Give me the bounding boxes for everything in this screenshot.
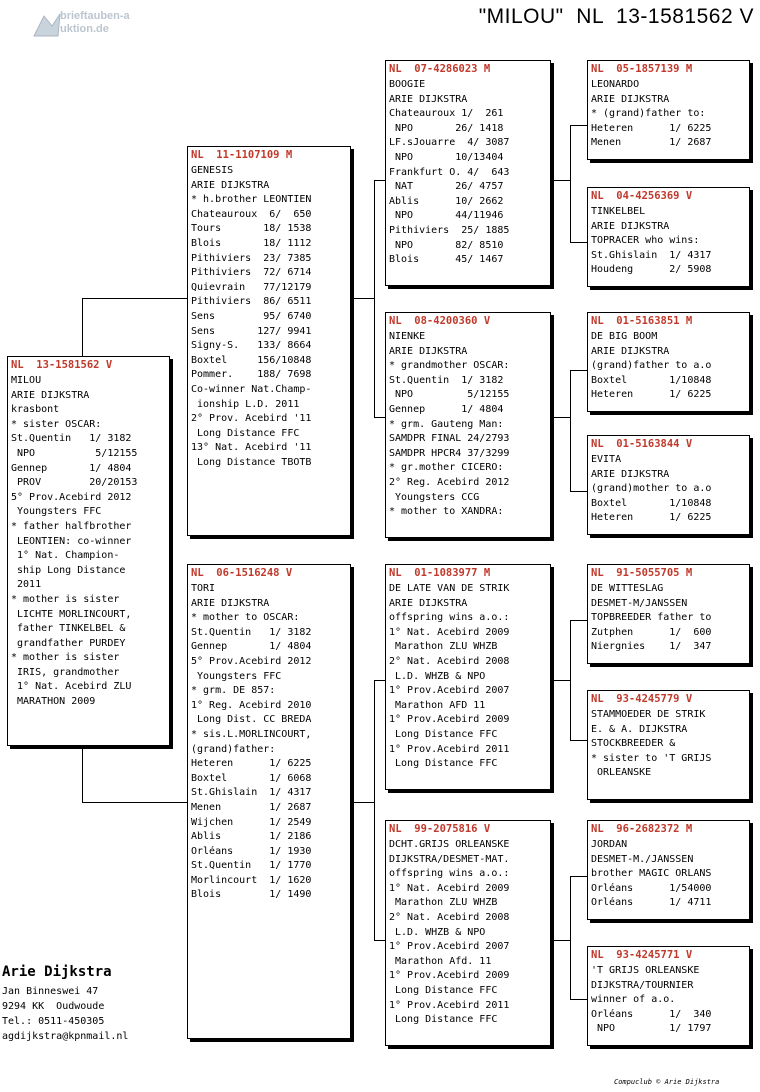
connector — [570, 370, 571, 492]
pigeon-detail-line: DESMET-M/JANSSEN — [591, 597, 688, 609]
pigeon-detail-line: krasbont — [11, 404, 60, 416]
pigeon-detail-line: Orléans 1/ 4711 — [591, 897, 712, 909]
pigeon-detail-line: * sister OSCAR: — [11, 418, 102, 430]
pigeon-detail-line: * grm. DE 857: — [191, 685, 276, 697]
pigeon-detail-line: Pithiviers 86/ 6511 — [191, 296, 312, 308]
pigeon-detail-line: ARIE DIJKSTRA — [11, 389, 90, 401]
pigeon-detail-line: * mother is sister — [11, 593, 120, 605]
pigeon-card-mff — [587, 564, 750, 664]
pigeon-name: DE LATE VAN DE STRIK — [389, 583, 510, 594]
ring-number: NL 01-5163851 M — [591, 315, 693, 327]
pigeon-detail-line: 2° Prov. Acebird '11 — [191, 413, 312, 425]
pigeon-detail-line: 1° Prov.Acebird 2009 — [389, 714, 510, 726]
pigeon-detail-line: father TINKELBEL & — [11, 623, 126, 635]
pigeon-detail-line: St.Quentin 1/ 3182 — [389, 374, 504, 386]
pigeon-detail-line: * (grand)father to: — [591, 108, 706, 120]
pigeon-detail-line: Marathon Afd. 11 — [389, 955, 492, 967]
pigeon-detail-line: * gr.mother CICERO: — [389, 462, 504, 474]
pigeon-detail-line: Orléans 1/ 340 — [591, 1008, 712, 1020]
pigeon-detail-line: ARIE DIJKSTRA — [591, 345, 670, 357]
pigeon-detail-line: DESMET-M./JANSSEN — [591, 853, 694, 865]
breeder-info — [2, 963, 128, 1044]
pigeon-detail-line: Niergnies 1/ 347 — [591, 641, 712, 653]
pigeon-detail-line: Boxtel 1/ 6068 — [191, 772, 312, 784]
pigeon-detail-line: * sister to 'T GRIJS — [591, 752, 712, 764]
pigeon-detail-line: Boxtel 156/10848 — [191, 354, 312, 366]
pigeon-detail-line: ARIE DIJKSTRA — [389, 345, 468, 357]
pigeon-name: BOOGIE — [389, 79, 426, 90]
pigeon-card-ffm — [587, 187, 750, 287]
pigeon-name: DE WITTESLAG — [591, 583, 664, 594]
pigeon-detail-line: NPO 26/ 1418 — [389, 122, 504, 134]
pigeon-detail-line: St.Ghislain 1/ 4317 — [591, 249, 712, 261]
pigeon-detail-line: * grm. Gauteng Man: — [389, 418, 504, 430]
pigeon-detail-line: Orléans 1/54000 — [591, 882, 712, 894]
pigeon-name: MILOU — [11, 375, 42, 386]
pigeon-card-fff — [587, 60, 750, 160]
connector — [570, 491, 588, 492]
pigeon-detail-line: ship Long Distance — [11, 564, 126, 576]
pigeon-detail-line: 5° Prov.Acebird 2012 — [191, 655, 312, 667]
pigeon-detail-line: Ablis 1/ 2186 — [191, 831, 312, 843]
pigeon-detail-line: grandfather PURDEY — [11, 637, 126, 649]
pigeon-detail-line: 1° Prov.Acebird 2007 — [389, 685, 510, 697]
pigeon-detail-line: MARATHON 2009 — [11, 696, 96, 708]
pigeon-detail-line: * father halfbrother — [11, 520, 132, 532]
pigeon-detail-line: Gennep 1/ 4804 — [11, 462, 132, 474]
pigeon-name: EVITA — [591, 454, 622, 465]
pigeon-detail-line: Marathon AFD 11 — [389, 699, 486, 711]
page-title: "MILOU" NL 13-1581562 V — [478, 5, 754, 28]
pigeon-card-fmf — [587, 312, 750, 412]
connector — [374, 680, 375, 941]
pigeon-detail-line: * mother is sister — [11, 652, 120, 664]
pigeon-detail-line: NPO 82/ 8510 — [389, 239, 504, 251]
connector — [82, 298, 187, 299]
pigeon-card-fm — [385, 312, 551, 538]
ring-number: NL 06-1516248 V — [191, 567, 293, 579]
pigeon-detail-line: * mother to OSCAR: — [191, 612, 300, 624]
pigeon-detail-line: * h.brother LEONTIEN — [191, 194, 312, 206]
ring-number: NL 01-1083977 M — [389, 567, 491, 579]
pigeon-detail-line: St.Quentin 1/ 1770 — [191, 860, 312, 872]
pigeon-detail-line: NPO 5/12155 — [11, 447, 138, 459]
connector — [551, 940, 571, 941]
pigeon-detail-line: Boxtel 1/10848 — [591, 497, 712, 509]
pigeon-detail-line: NPO 1/ 1797 — [591, 1023, 712, 1035]
pigeon-card-ff — [385, 60, 551, 286]
pigeon-detail-line: Frankfurt O. 4/ 643 — [389, 166, 510, 178]
pigeon-card-mm — [385, 820, 551, 1046]
pigeon-detail-line: ARIE DIJKSTRA — [389, 93, 468, 105]
pigeon-detail-line: 2011 — [11, 579, 42, 591]
pigeon-detail-line: NPO 10/13404 — [389, 151, 504, 163]
pigeon-detail-line: St.Quentin 1/ 3182 — [191, 626, 312, 638]
pigeon-detail-line: Youngsters FFC — [11, 506, 102, 518]
ring-number: NL 93-4245779 V — [591, 693, 693, 705]
pigeon-detail-line: ionship L.D. 2011 — [191, 398, 300, 410]
connector — [351, 802, 375, 803]
pigeon-detail-line: DIJKSTRA/DESMET-MAT. — [389, 853, 510, 865]
pigeon-detail-line: Blois 45/ 1467 — [389, 254, 504, 266]
pigeon-detail-line: Quievrain 77/12179 — [191, 281, 312, 293]
pigeon-detail-line: Pommer. 188/ 7698 — [191, 369, 312, 381]
pigeon-detail-line: Blois 18/ 1112 — [191, 237, 312, 249]
pigeon-detail-line: * grandmother OSCAR: — [389, 360, 510, 372]
pigeon-detail-line: Pithiviers 25/ 1885 — [389, 224, 510, 236]
pigeon-detail-line: LICHTE MORLINCOURT, — [11, 608, 132, 620]
pigeon-detail-line: ARIE DIJKSTRA — [191, 179, 270, 191]
pigeon-detail-line: Chateauroux 1/ 261 — [389, 108, 504, 120]
pigeon-detail-line: Heteren 1/ 6225 — [591, 512, 712, 524]
pigeon-detail-line: Boxtel 1/10848 — [591, 374, 712, 386]
connector — [570, 620, 588, 621]
pigeon-detail-line: Chateauroux 6/ 650 — [191, 208, 312, 220]
pigeon-detail-line: NPO 5/12155 — [389, 389, 510, 401]
pigeon-detail-line: Gennep 1/ 4804 — [389, 403, 504, 415]
ring-number: NL 08-4200360 V — [389, 315, 491, 327]
pigeon-detail-line: Long Distance FFC — [389, 984, 498, 996]
pigeon-detail-line: Gennep 1/ 4804 — [191, 641, 312, 653]
connector — [551, 680, 571, 681]
pigeon-detail-line: SAMDPR HPCR4 37/3299 — [389, 447, 510, 459]
connector — [570, 620, 571, 741]
pigeon-name: LEONARDO — [591, 79, 640, 90]
pigeon-name: DE BIG BOOM — [591, 331, 658, 342]
pigeon-detail-line: SAMDPR FINAL 24/2793 — [389, 433, 510, 445]
pigeon-detail-line: STAMMOEDER DE STRIK — [591, 709, 706, 720]
pigeon-detail-line: Long Dist. CC BREDA — [191, 714, 312, 726]
ring-number: NL 99-2075816 V — [389, 823, 491, 835]
pigeon-detail-line: L.D. WHZB & NPO — [389, 670, 486, 682]
pigeon-card-mmf — [587, 820, 750, 920]
pigeon-name: DCHT.GRIJS ORLEANSKE — [389, 839, 510, 850]
pigeon-detail-line: Sens 127/ 9941 — [191, 325, 312, 337]
connector — [374, 180, 375, 418]
ring-number: NL 04-4256369 V — [591, 190, 693, 202]
pigeon-detail-line: NPO 44/11946 — [389, 210, 504, 222]
pigeon-detail-line: Long Distance FFC — [389, 758, 498, 770]
pigeon-detail-line: offspring wins a.o.: — [389, 612, 510, 624]
ring-number: NL 91-5055705 M — [591, 567, 693, 579]
pigeon-card-mfm — [587, 690, 750, 800]
pigeon-name: JORDAN — [591, 839, 628, 850]
pigeon-detail-line: 5° Prov.Acebird 2012 — [11, 491, 132, 503]
connector — [551, 417, 571, 418]
pigeon-detail-line: Long Distance FFC — [389, 728, 498, 740]
ring-number: NL 01-5163844 V — [591, 438, 693, 450]
pigeon-detail-line: 1° Prov.Acebird 2007 — [389, 941, 510, 953]
breeder-address-line1: Jan Binneswei 47 — [2, 986, 99, 997]
pigeon-detail-line: TOPRACER who wins: — [591, 235, 700, 247]
pigeon-detail-line: TOPBREEDER father to — [591, 612, 712, 624]
pigeon-detail-line: 1° Nat. Acebird ZLU — [11, 681, 132, 693]
pigeon-detail-line: Zutphen 1/ 600 — [591, 626, 712, 638]
pigeon-detail-line: Heteren 1/ 6225 — [191, 758, 312, 770]
pigeon-detail-line: St.Quentin 1/ 3182 — [11, 433, 132, 445]
breeder-address-line2: 9294 KK Oudwoude — [2, 1001, 105, 1012]
pigeon-detail-line: ARIE DIJKSTRA — [591, 93, 670, 105]
breeder-email: agdijkstra@kpnmail.nl — [2, 1031, 129, 1042]
logo-text: brieftauben-auktion.de — [60, 10, 130, 35]
connector — [570, 999, 588, 1000]
connector — [82, 802, 187, 803]
pigeon-detail-line: brother MAGIC ORLANS — [591, 868, 712, 880]
pigeon-detail-line: 1° Nat. Champion- — [11, 550, 120, 562]
pigeon-detail-line: (grand)mother to a.o — [591, 483, 712, 495]
connector — [551, 180, 571, 181]
pigeon-detail-line: LF.sJouarre 4/ 3087 — [389, 137, 510, 149]
pigeon-name: 'T GRIJS ORLEANSKE — [591, 965, 700, 976]
pigeon-detail-line: ARIE DIJKSTRA — [191, 597, 270, 609]
pigeon-name: GENESIS — [191, 165, 234, 176]
pigeon-card-mf — [385, 564, 551, 790]
pigeon-detail-line: Signy-S. 133/ 8664 — [191, 340, 312, 352]
pigeon-detail-line: ARIE DIJKSTRA — [389, 597, 468, 609]
pigeon-detail-line: Heteren 1/ 6225 — [591, 122, 712, 134]
pigeon-detail-line: (grand)father to a.o — [591, 360, 712, 372]
connector — [570, 242, 588, 243]
pigeon-detail-line: Morlincourt 1/ 1620 — [191, 874, 312, 886]
pigeon-detail-line: Tours 18/ 1538 — [191, 223, 312, 235]
pigeon-card-mother — [187, 564, 351, 1039]
pigeon-detail-line: ORLEANSKE — [591, 767, 652, 779]
ring-number: NL 93-4245771 V — [591, 949, 693, 961]
pigeon-detail-line: Long Distance FFC — [191, 427, 300, 439]
connector — [570, 125, 571, 243]
pigeon-detail-line: * sis.L.MORLINCOURT, — [191, 728, 312, 740]
pigeon-detail-line: 2° Nat. Acebird 2008 — [389, 911, 510, 923]
pigeon-detail-line: 2° Reg. Acebird 2012 — [389, 476, 510, 488]
connector — [570, 876, 588, 877]
pigeon-detail-line: Marathon ZLU WHZB — [389, 897, 498, 909]
ring-number: NL 13-1581562 V — [11, 359, 113, 371]
pigeon-detail-line: * mother to XANDRA: — [389, 506, 504, 518]
pigeon-name: TORI — [191, 583, 216, 594]
pigeon-detail-line: Heteren 1/ 6225 — [591, 389, 712, 401]
pigeon-card-mmm — [587, 946, 750, 1046]
pigeon-detail-line: 1° Prov.Acebird 2009 — [389, 970, 510, 982]
pigeon-detail-line: 1° Nat. Acebird 2009 — [389, 882, 510, 894]
pigeon-detail-line: 1° Prov.Acebird 2011 — [389, 743, 510, 755]
ring-number: NL 05-1857139 M — [591, 63, 693, 75]
connector — [351, 298, 375, 299]
pigeon-card-father — [187, 146, 351, 536]
pigeon-detail-line: offspring wins a.o.: — [389, 868, 510, 880]
ring-number: NL 07-4286023 M — [389, 63, 491, 75]
pigeon-detail-line: Youngsters FFC — [191, 670, 282, 682]
connector — [82, 746, 83, 803]
connector — [570, 125, 588, 126]
pigeon-detail-line: Ablis 10/ 2662 — [389, 195, 504, 207]
pigeon-detail-line: Long Distance FFC — [389, 1014, 498, 1026]
pigeon-detail-line: PROV 20/20153 — [11, 477, 138, 489]
pigeon-name: TINKELBEL — [591, 206, 646, 217]
connector — [570, 370, 588, 371]
pigeon-detail-line: Marathon ZLU WHZB — [389, 641, 498, 653]
pigeon-detail-line: E. & A. DIJKSTRA — [591, 723, 688, 735]
pigeon-detail-line: Long Distance TBOTB — [191, 456, 312, 468]
connector — [82, 298, 83, 359]
pigeon-detail-line: Orléans 1/ 1930 — [191, 845, 312, 857]
ring-number: NL 11-1107109 M — [191, 149, 293, 161]
pigeon-detail-line: Pithiviers 72/ 6714 — [191, 267, 312, 279]
pigeon-detail-line: St.Ghislain 1/ 4317 — [191, 787, 312, 799]
pigeon-detail-line: Houdeng 2/ 5908 — [591, 264, 712, 276]
pigeon-card-subject — [7, 356, 170, 746]
pigeon-detail-line: NAT 26/ 4757 — [389, 181, 504, 193]
breeder-name: Arie Dijkstra — [2, 964, 112, 980]
pigeon-detail-line: L.D. WHZB & NPO — [389, 926, 486, 938]
pigeon-detail-line: Pithiviers 23/ 7385 — [191, 252, 312, 264]
pigeon-detail-line: 1° Prov.Acebird 2011 — [389, 999, 510, 1011]
pigeon-detail-line: ARIE DIJKSTRA — [591, 220, 670, 232]
pigeon-detail-line: Co-winner Nat.Champ- — [191, 383, 312, 395]
pigeon-detail-line: Youngsters CCG — [389, 491, 480, 503]
pigeon-detail-line: Wijchen 1/ 2549 — [191, 816, 312, 828]
pigeon-detail-line: 1° Nat. Acebird 2009 — [389, 626, 510, 638]
pigeon-card-fmm — [587, 435, 750, 535]
pigeon-detail-line: 2° Nat. Acebird 2008 — [389, 655, 510, 667]
pigeon-name: NIENKE — [389, 331, 426, 342]
pigeon-detail-line: ARIE DIJKSTRA — [591, 468, 670, 480]
pigeon-detail-line: LEONTIEN: co-winner — [11, 535, 132, 547]
pigeon-detail-line: winner of a.o. — [591, 994, 676, 1006]
pigeon-detail-line: IRIS, grandmother — [11, 666, 120, 678]
pigeon-detail-line: Menen 1/ 2687 — [591, 137, 712, 149]
pigeon-detail-line: (grand)father: — [191, 743, 276, 755]
ring-number: NL 96-2682372 M — [591, 823, 693, 835]
footer-credit: Compuclub © Arie Dijkstra — [614, 1078, 720, 1086]
pigeon-detail-line: STOCKBREEDER & — [591, 738, 676, 750]
connector — [570, 740, 588, 741]
breeder-phone: Tel.: 0511-450305 — [2, 1016, 105, 1027]
pigeon-detail-line: Menen 1/ 2687 — [191, 801, 312, 813]
pigeon-detail-line: Blois 1/ 1490 — [191, 889, 312, 901]
pigeon-detail-line: DIJKSTRA/TOURNIER — [591, 979, 694, 991]
pigeon-detail-line: Sens 95/ 6740 — [191, 310, 312, 322]
pigeon-detail-line: 1° Reg. Acebird 2010 — [191, 699, 312, 711]
connector — [570, 876, 571, 1000]
pigeon-detail-line: 13° Nat. Acebird '11 — [191, 442, 312, 454]
